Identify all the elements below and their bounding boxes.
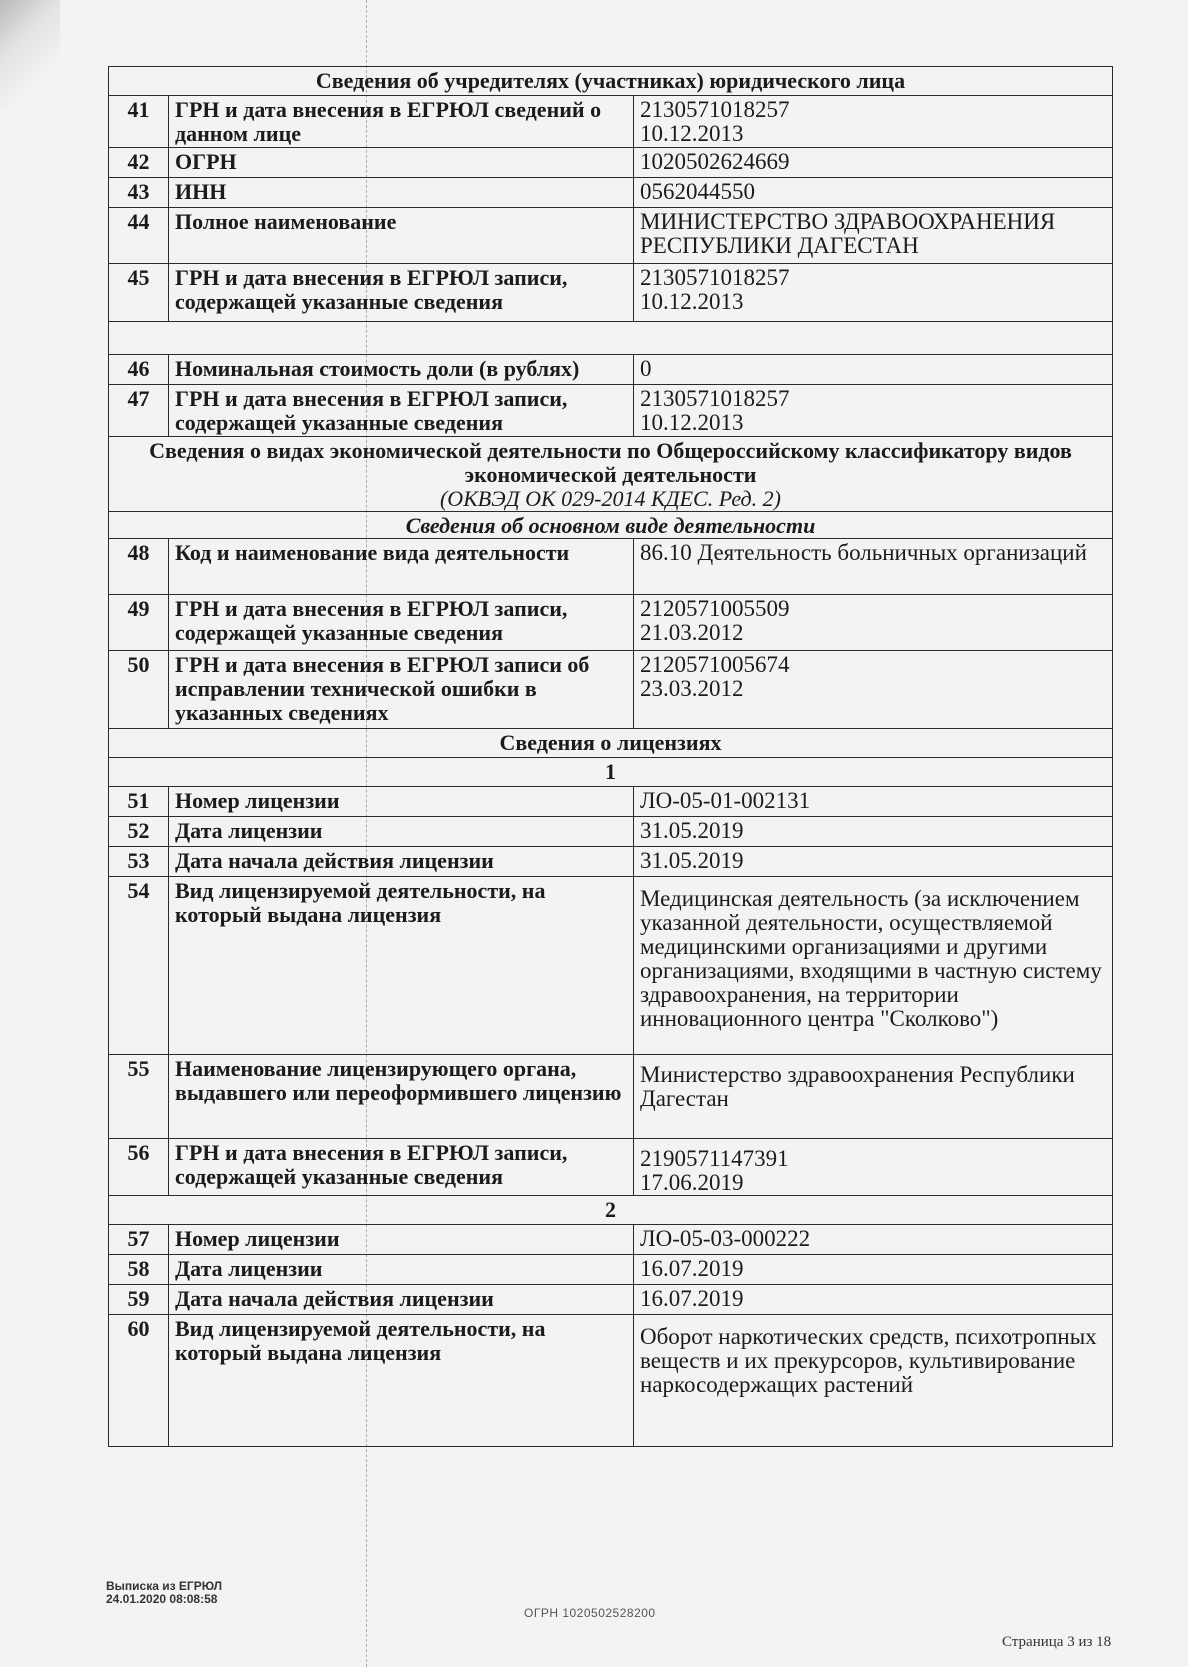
row-label: ГРН и дата внесения в ЕГРЮЛ записи, содержащей указанные сведения (169, 1139, 634, 1196)
table-row (109, 148, 1113, 178)
row-value: 2190571147391 17.06.2019 (634, 1139, 1113, 1196)
table-row (109, 877, 1113, 1055)
row-label: Наименование лицензирующего органа, выдавшего или переоформившего лицензию (169, 1055, 634, 1139)
row-value: 31.05.2019 (634, 847, 1113, 877)
section-okved-main-title: Сведения об основном виде деятельности (109, 512, 1113, 539)
scan-corner-shadow (0, 0, 60, 110)
section-licenses-title: Сведения о лицензиях (109, 729, 1113, 758)
row-number: 50 (109, 651, 169, 729)
row-label: ГРН и дата внесения в ЕГРЮЛ записи об исправлении технической ошибки в указанных сведениях (169, 651, 634, 729)
footer-ogrn: ОГРН 1020502528200 (524, 1606, 656, 1620)
row-label: ИНН (169, 178, 634, 208)
table-row (109, 208, 1113, 264)
row-number: 47 (109, 385, 169, 437)
table-row (109, 178, 1113, 208)
row-number: 44 (109, 208, 169, 264)
row-number: 46 (109, 355, 169, 385)
row-number: 42 (109, 148, 169, 178)
row-label: Дата начала действия лицензии (169, 1285, 634, 1315)
section-okved-title: Сведения о видах экономической деятельности по Общероссийскому классификатору видов экономической деятельности (149, 438, 1072, 487)
row-value: 2120571005674 23.03.2012 (634, 651, 1113, 729)
row-number: 43 (109, 178, 169, 208)
table-row (109, 1055, 1113, 1139)
row-number: 52 (109, 817, 169, 847)
section-founders-title: Сведения об учредителях (участниках) юридического лица (109, 67, 1113, 96)
row-number: 53 (109, 847, 169, 877)
section-header-row (109, 67, 1113, 96)
row-value: 16.07.2019 (634, 1255, 1113, 1285)
table-row (109, 787, 1113, 817)
footer-doc-name: Выписка из ЕГРЮЛ (106, 1579, 223, 1593)
row-value: 86.10 Деятельность больничных организаций (634, 539, 1113, 595)
table-row (109, 1139, 1113, 1196)
row-label: Полное наименование (169, 208, 634, 264)
table-row (109, 817, 1113, 847)
row-number: 57 (109, 1225, 169, 1255)
table-row (109, 539, 1113, 595)
row-label: Дата лицензии (169, 817, 634, 847)
table-row (109, 96, 1113, 148)
row-number: 54 (109, 877, 169, 1055)
table-row (109, 1285, 1113, 1315)
table-row (109, 1315, 1113, 1447)
row-number: 55 (109, 1055, 169, 1139)
table-row (109, 355, 1113, 385)
row-value: 0 (634, 355, 1113, 385)
license-group-number: 1 (109, 758, 1113, 787)
row-number: 60 (109, 1315, 169, 1447)
row-value: 2130571018257 10.12.2013 (634, 385, 1113, 437)
row-label: Вид лицензируемой деятельности, на который выдана лицензия (169, 1315, 634, 1447)
license-group-row (109, 758, 1113, 787)
section-okved-cell (109, 437, 1113, 512)
row-number: 49 (109, 595, 169, 651)
row-number: 58 (109, 1255, 169, 1285)
egrul-extract-table (108, 66, 1113, 1447)
row-label: Дата начала действия лицензии (169, 847, 634, 877)
row-value: 2130571018257 10.12.2013 (634, 264, 1113, 322)
section-header-row (109, 729, 1113, 758)
table-row (109, 595, 1113, 651)
row-value: Медицинская деятельность (за исключением указанной деятельности, осуществляемой медицинскими организациями и другими организациями, входящими в частную систему здравоохранения, на территории инновационного центра "Сколково") (634, 877, 1113, 1055)
blank-cell (109, 322, 1113, 355)
table-row (109, 651, 1113, 729)
row-label: Вид лицензируемой деятельности, на который выдана лицензия (169, 877, 634, 1055)
table-row (109, 1225, 1113, 1255)
row-label: ГРН и дата внесения в ЕГРЮЛ записи, содержащей указанные сведения (169, 385, 634, 437)
row-number: 41 (109, 96, 169, 148)
table-row (109, 264, 1113, 322)
row-number: 51 (109, 787, 169, 817)
row-value: 1020502624669 (634, 148, 1113, 178)
footer-document-info (106, 1580, 222, 1606)
row-label: Код и наименование вида деятельности (169, 539, 634, 595)
row-label: ГРН и дата внесения в ЕГРЮЛ записи, содержащей указанные сведения (169, 264, 634, 322)
row-value: Министерство здравоохранения Республики Дагестан (634, 1055, 1113, 1139)
row-value: ЛО-05-01-002131 (634, 787, 1113, 817)
row-number: 59 (109, 1285, 169, 1315)
row-number: 56 (109, 1139, 169, 1196)
license-group-row (109, 1196, 1113, 1225)
row-number: 48 (109, 539, 169, 595)
row-value: Оборот наркотических средств, психотропных веществ и их прекурсоров, культивирование наркосодержащих растений (634, 1315, 1113, 1447)
section-header-row (109, 512, 1113, 539)
row-label: Номинальная стоимость доли (в рублях) (169, 355, 634, 385)
row-label: ГРН и дата внесения в ЕГРЮЛ сведений о данном лице (169, 96, 634, 148)
row-value: МИНИСТЕРСТВО ЗДРАВООХРАНЕНИЯ РЕСПУБЛИКИ ДАГЕСТАН (634, 208, 1113, 264)
table-row (109, 847, 1113, 877)
row-value: 0562044550 (634, 178, 1113, 208)
row-label: ОГРН (169, 148, 634, 178)
row-value: ЛО-05-03-000222 (634, 1225, 1113, 1255)
row-label: ГРН и дата внесения в ЕГРЮЛ записи, содержащей указанные сведения (169, 595, 634, 651)
footer-doc-datetime: 24.01.2020 08:08:58 (106, 1592, 218, 1606)
row-label: Дата лицензии (169, 1255, 634, 1285)
section-okved-subtitle: (ОКВЭД ОК 029-2014 КДЕС. Ред. 2) (439, 486, 782, 511)
row-label: Номер лицензии (169, 1225, 634, 1255)
footer-page-number: Страница 3 из 18 (1002, 1634, 1112, 1650)
table-row (109, 1255, 1113, 1285)
row-value: 2120571005509 21.03.2012 (634, 595, 1113, 651)
section-header-row (109, 437, 1113, 512)
row-value: 2130571018257 10.12.2013 (634, 96, 1113, 148)
row-label: Номер лицензии (169, 787, 634, 817)
row-number: 45 (109, 264, 169, 322)
license-group-number: 2 (109, 1196, 1113, 1225)
row-value: 31.05.2019 (634, 817, 1113, 847)
table-row (109, 385, 1113, 437)
row-value: 16.07.2019 (634, 1285, 1113, 1315)
blank-row (109, 322, 1113, 355)
